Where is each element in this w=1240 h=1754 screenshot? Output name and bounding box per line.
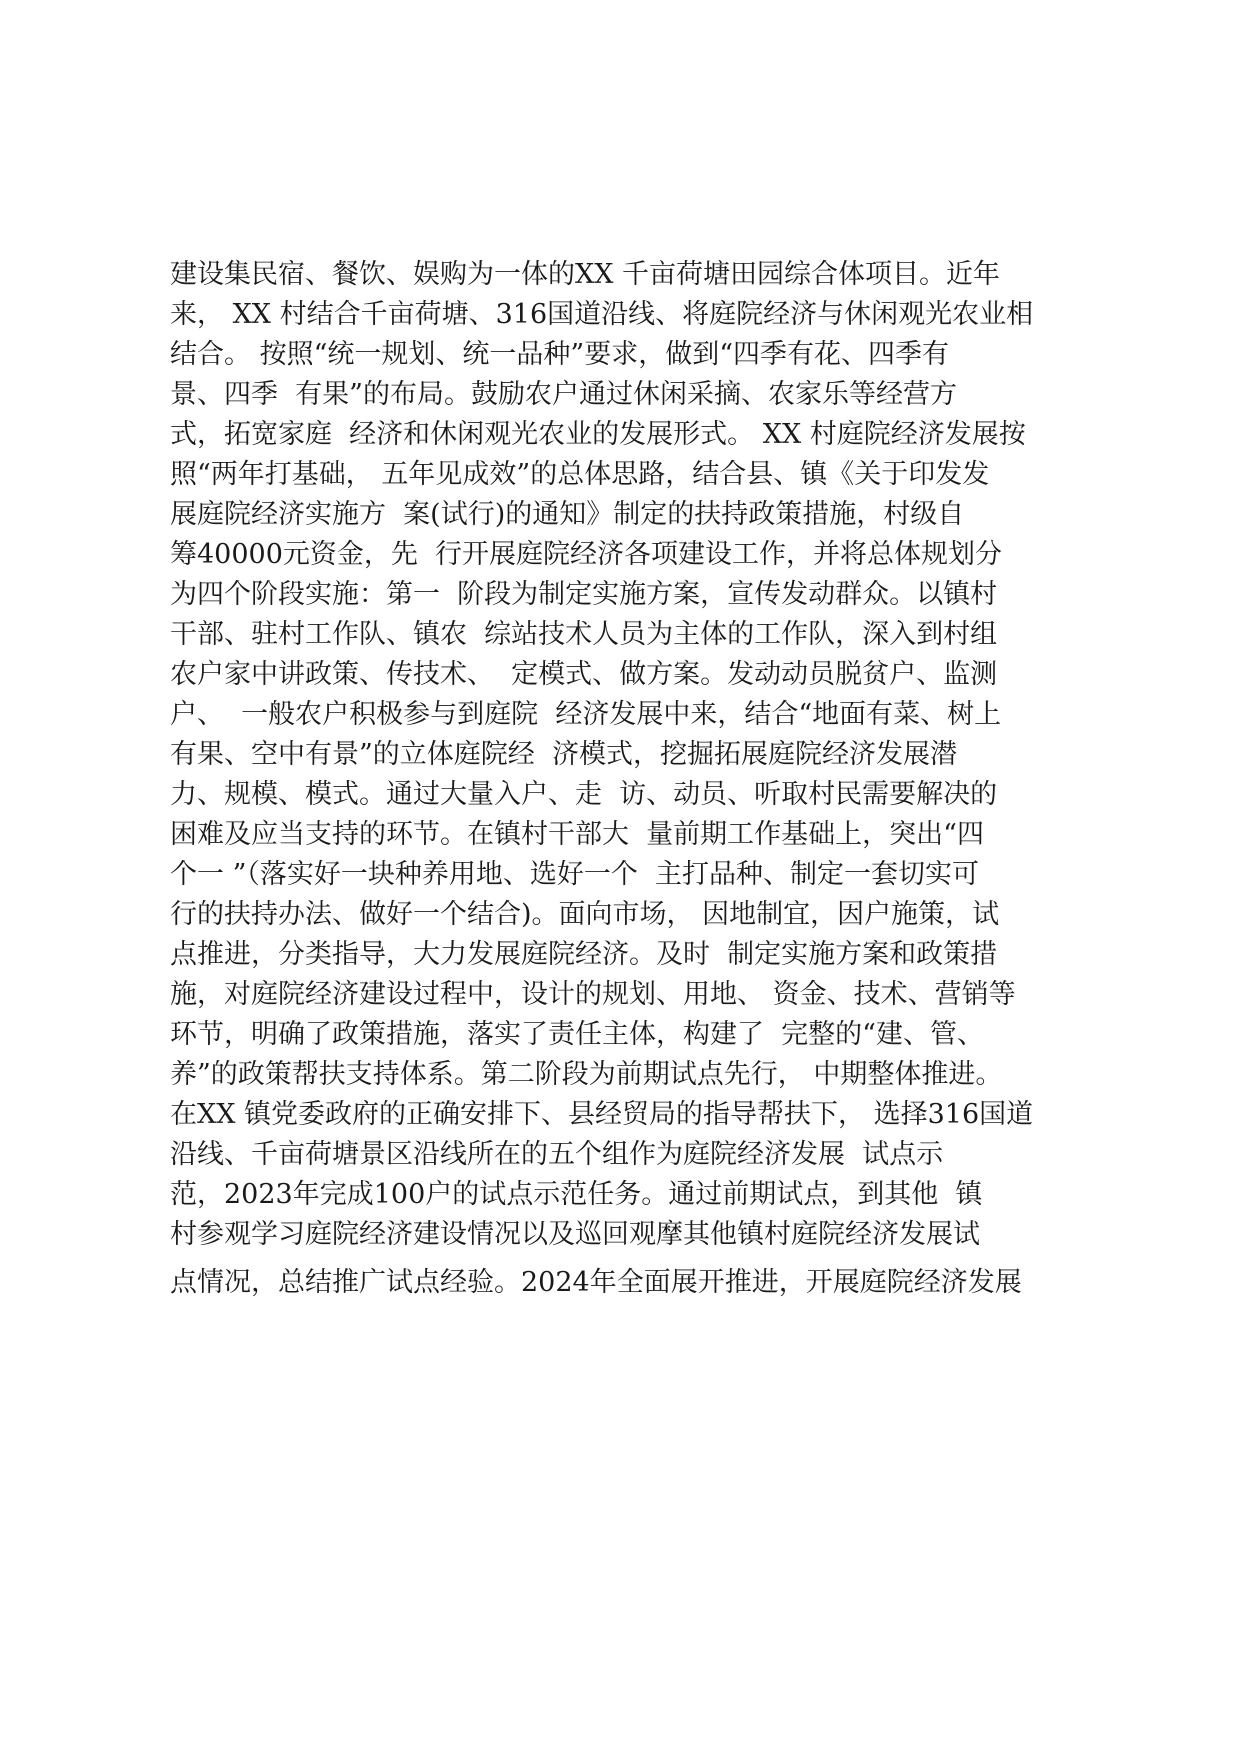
text-line: 范，2023年完成100户的试点示范任务。通过前期试点，到其他 镇 xyxy=(170,1179,983,1210)
text-line: 景、四季 有果”的布局。鼓励农户通过休闲采摘、农家乐等经营方 xyxy=(170,379,957,410)
text-line: 施，对庭院经济建设过程中，设计的规划、用地、 资金、技术、营销等 xyxy=(170,979,1016,1010)
text-line: 个一 ”（落实好一块种养用地、选好一个 主打品种、制定一套切实可 xyxy=(170,859,980,890)
body-text xyxy=(170,255,1100,1303)
text-line: 有果、空中有景”的立体庭院经 济模式，挖掘拓展庭院经济发展潜 xyxy=(170,739,957,770)
text-line: 困难及应当支持的环节。在镇村干部大 量前期工作基础上，突出“四 xyxy=(170,819,984,850)
text-line: 结合。 按照“统一规划、统一品种”要求，做到“四季有花、四季有 xyxy=(170,339,949,370)
text-line: 户、 一般农户积极参与到庭院 经济发展中来，结合“地面有菜、树上 xyxy=(170,699,1002,730)
text-line: 沿线、千亩荷塘景区沿线所在的五个组作为庭院经济发展 试点示 xyxy=(170,1139,944,1170)
text-line: 养”的政策帮扶支持体系。第二阶段为前期试点先行， 中期整体推进。 xyxy=(170,1059,1003,1090)
text-line: 建设集民宿、餐饮、娱购为一体的XX 千亩荷塘田园综合体项目。近年 xyxy=(170,259,1001,290)
text-line: 行的扶持办法、做好一个结合)。面向市场， 因地制宜，因户施策，试 xyxy=(170,899,1000,930)
text-line: 筹40000元资金，先 行开展庭院经济各项建设工作，并将总体规划分 xyxy=(170,539,1003,570)
text-line: 为四个阶段实施：第一 阶段为制定实施方案，宣传发动群众。以镇村 xyxy=(170,579,998,610)
text-line: 来， XX 村结合千亩荷塘、316国道沿线、将庭院经济与休闲观光农业相 xyxy=(170,299,1034,330)
text-line: 环节，明确了政策措施，落实了责任主体，构建了 完整的“建、管、 xyxy=(170,1019,984,1050)
text-line: 式，拓宽家庭 经济和休闲观光农业的发展形式。 XX 村庭院经济发展按 xyxy=(170,419,1026,450)
text-line: 点情况，总结推广试点经验。2024年全面展开推进，开展庭院经济发展 xyxy=(170,1267,1022,1298)
text-line: 力、规模、模式。通过大量入户、走 访、动员、听取村民需要解决的 xyxy=(170,779,998,810)
text-line: 展庭院经济实施方 案(试行)的通知》制定的扶持政策措施，村级自 xyxy=(170,499,965,530)
text-line: 照“两年打基础， 五年见成效”的总体思路，结合县、镇《关于印发发 xyxy=(170,459,990,490)
text-line: 干部、驻村工作队、镇农 综站技术人员为主体的工作队，深入到村组 xyxy=(170,619,998,650)
text-line: 村参观学习庭院经济建设情况以及巡回观摩其他镇村庭院经济发展试 xyxy=(170,1219,980,1250)
text-line: 点推进，分类指导，大力发展庭院经济。及时 制定实施方案和政策措 xyxy=(170,939,998,970)
text-line: 在XX 镇党委政府的正确安排下、县经贸局的指导帮扶下， 选择316国道 xyxy=(170,1099,1034,1130)
text-line: 农户家中讲政策、传技术、 定模式、做方案。发动动员脱贫户、监测 xyxy=(170,659,998,690)
